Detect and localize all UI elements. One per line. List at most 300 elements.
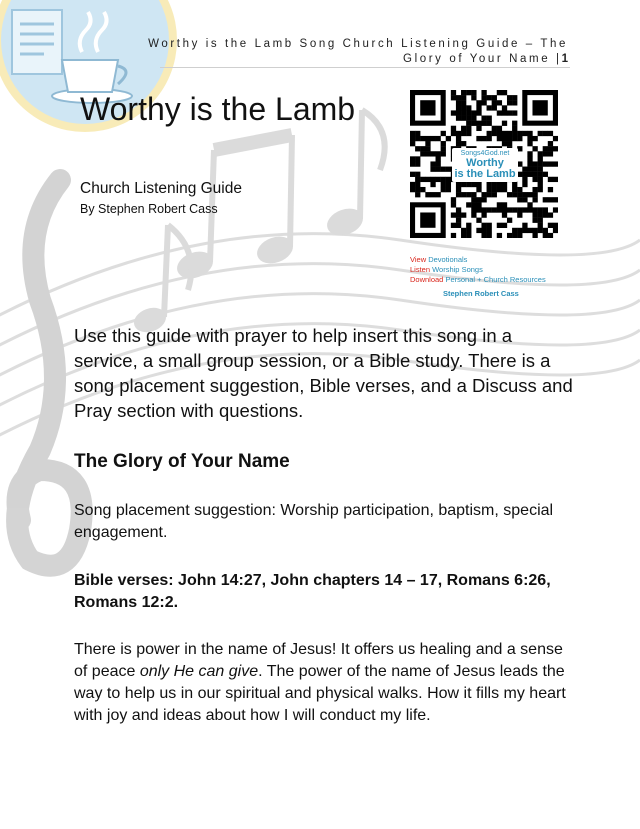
qr-module	[532, 192, 537, 197]
qr-module	[466, 90, 471, 95]
qr-module	[410, 156, 415, 161]
qr-module	[481, 197, 486, 202]
qr-module	[451, 233, 456, 238]
qr-module	[543, 228, 548, 233]
qr-module	[512, 136, 517, 141]
qr-module	[430, 182, 435, 187]
qr-module	[451, 126, 456, 131]
qr-module	[553, 197, 558, 202]
qr-module	[548, 146, 553, 151]
qr-module	[446, 187, 451, 192]
qr-module	[481, 95, 486, 100]
qr-module	[507, 110, 512, 115]
qr-module	[517, 233, 522, 238]
qr-module	[481, 121, 486, 126]
qr-module	[481, 207, 486, 212]
qr-module	[492, 131, 497, 136]
qr-module	[517, 207, 522, 212]
qr-module	[415, 146, 420, 151]
document-subtitle: Church Listening Guide	[80, 180, 242, 197]
qr-module	[466, 202, 471, 207]
qr-module	[512, 121, 517, 126]
qr-module	[502, 182, 507, 187]
qr-module	[502, 105, 507, 110]
qr-module	[481, 223, 486, 228]
qr-module	[461, 131, 466, 136]
qr-module	[487, 223, 492, 228]
qr-module	[512, 182, 517, 187]
promo-text: Worship Songs	[432, 265, 483, 274]
qr-module	[512, 192, 517, 197]
qr-module	[451, 212, 456, 217]
qr-module	[502, 90, 507, 95]
qr-module	[507, 95, 512, 100]
promo-verb: Download	[410, 275, 444, 284]
qr-module	[492, 207, 497, 212]
qr-module	[532, 177, 537, 182]
qr-module	[446, 136, 451, 141]
qr-module	[446, 182, 451, 187]
qr-module	[471, 207, 476, 212]
qr-module	[487, 95, 492, 100]
qr-module	[441, 167, 446, 172]
reflection-paragraph	[74, 639, 574, 727]
qr-module	[512, 126, 517, 131]
qr-module	[543, 151, 548, 156]
qr-module	[430, 161, 435, 166]
qr-module	[471, 90, 476, 95]
qr-module	[548, 161, 553, 166]
qr-module	[410, 182, 415, 187]
qr-module	[538, 172, 543, 177]
qr-module	[532, 233, 537, 238]
qr-module	[461, 228, 466, 233]
qr-module	[538, 156, 543, 161]
qr-module	[410, 131, 415, 136]
qr-module	[410, 141, 415, 146]
qr-module	[481, 136, 486, 141]
qr-module	[481, 90, 486, 95]
qr-module	[415, 182, 420, 187]
qr-module	[461, 126, 466, 131]
qr-module	[502, 212, 507, 217]
qr-module	[466, 223, 471, 228]
qr-module	[532, 207, 537, 212]
qr-module	[532, 161, 537, 166]
qr-module	[492, 126, 497, 131]
qr-module	[553, 161, 558, 166]
qr-module	[481, 233, 486, 238]
qr-module	[456, 192, 461, 197]
qr-module	[487, 121, 492, 126]
qr-module	[471, 197, 476, 202]
qr-module	[466, 105, 471, 110]
reflection-text-start: There is power in the name of Jesus! It offers us healing and a sense of peace	[74, 641, 563, 680]
qr-module	[451, 131, 456, 136]
qr-module	[456, 136, 461, 141]
qr-module	[456, 218, 461, 223]
qr-module	[430, 136, 435, 141]
qr-module	[487, 136, 492, 141]
qr-module	[527, 172, 532, 177]
qr-module	[553, 136, 558, 141]
qr-module	[548, 177, 553, 182]
qr-module	[461, 182, 466, 187]
bible-verses-paragraph: Bible verses: John 14:27, John chapters 14 – 17, Romans 6:26, Romans 12:2.	[74, 572, 551, 611]
qr-module	[425, 177, 430, 182]
header-divider	[160, 67, 570, 68]
qr-module	[553, 207, 558, 212]
qr-module	[527, 167, 532, 172]
qr-module	[425, 192, 430, 197]
qr-module	[497, 207, 502, 212]
qr-module	[548, 212, 553, 217]
qr-module	[522, 197, 527, 202]
qr-module	[487, 228, 492, 233]
qr-module	[451, 202, 456, 207]
qr-module	[476, 105, 481, 110]
promo-verb: View	[410, 255, 427, 264]
qr-module	[487, 116, 492, 121]
qr-module	[461, 141, 466, 146]
qr-module	[532, 136, 537, 141]
qr-module	[466, 110, 471, 115]
qr-module	[471, 116, 476, 121]
qr-module	[425, 151, 430, 156]
qr-module	[492, 105, 497, 110]
qr-module	[415, 187, 420, 192]
qr-module	[522, 223, 527, 228]
qr-module	[487, 105, 492, 110]
qr-module	[532, 172, 537, 177]
qr-module	[461, 233, 466, 238]
qr-module	[522, 182, 527, 187]
qr-module	[548, 187, 553, 192]
qr-module	[497, 90, 502, 95]
qr-module	[532, 146, 537, 151]
qr-module	[456, 131, 461, 136]
qr-module	[527, 228, 532, 233]
qr-module	[527, 202, 532, 207]
qr-module	[461, 116, 466, 121]
qr-module	[497, 202, 502, 207]
qr-module	[415, 192, 420, 197]
qr-module	[497, 223, 502, 228]
qr-module	[492, 192, 497, 197]
qr-module	[415, 161, 420, 166]
qr-module	[502, 131, 507, 136]
qr-module	[532, 228, 537, 233]
qr-module	[456, 95, 461, 100]
qr-module	[553, 177, 558, 182]
qr-module	[507, 100, 512, 105]
qr-module	[497, 100, 502, 105]
qr-module	[538, 177, 543, 182]
qr-module	[512, 110, 517, 115]
qr-module	[436, 177, 441, 182]
qr-module	[507, 131, 512, 136]
qr-module	[466, 121, 471, 126]
qr-module	[527, 161, 532, 166]
qr-module	[456, 187, 461, 192]
qr-module	[476, 228, 481, 233]
qr-module	[497, 233, 502, 238]
page-number: 1	[561, 53, 568, 65]
qr-module	[451, 223, 456, 228]
qr-module	[476, 110, 481, 115]
promo-author: Stephen Robert Cass	[443, 289, 519, 298]
promo-item-view	[410, 255, 546, 265]
qr-module	[466, 233, 471, 238]
qr-module	[410, 161, 415, 166]
qr-song-title-line1: Worthy	[466, 157, 504, 169]
qr-module	[420, 136, 425, 141]
qr-module	[476, 136, 481, 141]
qr-module	[538, 223, 543, 228]
qr-module	[441, 177, 446, 182]
qr-module	[446, 177, 451, 182]
qr-module	[538, 212, 543, 217]
qr-module	[517, 131, 522, 136]
qr-module	[456, 105, 461, 110]
qr-module	[527, 151, 532, 156]
qr-module	[420, 177, 425, 182]
promo-item-listen	[410, 265, 546, 275]
qr-module	[461, 192, 466, 197]
qr-module	[512, 228, 517, 233]
qr-module	[512, 95, 517, 100]
qr-site-url: Songs4God.net	[460, 150, 510, 157]
qr-module	[476, 197, 481, 202]
qr-module	[471, 182, 476, 187]
qr-module	[548, 197, 553, 202]
qr-module	[415, 131, 420, 136]
running-header-title: Worthy is the Lamb Song Church Listening Guide – The Glory of Your Name |	[148, 38, 568, 65]
intro-paragraph: Use this guide with prayer to help insert this song in a service, a small group session, or a Bible study. There is a song placement suggestion, Bible verses, and a Discuss and Pray section with questions.	[74, 325, 573, 421]
reflection-text-end: . The power of the name of Jesus leads the way to help us in our spiritual and physical walks. How it fills my heart with joy and ideas about how I will conduct my life.	[74, 663, 566, 724]
qr-module	[425, 136, 430, 141]
qr-finder-pattern	[420, 212, 435, 227]
qr-module	[441, 182, 446, 187]
qr-module	[415, 136, 420, 141]
qr-module	[471, 95, 476, 100]
qr-module	[502, 141, 507, 146]
qr-module	[527, 207, 532, 212]
qr-module	[497, 182, 502, 187]
section-heading: The Glory of Your Name	[74, 451, 290, 472]
qr-module	[441, 131, 446, 136]
promo-item-download	[410, 275, 546, 285]
qr-module	[456, 100, 461, 105]
qr-module	[497, 131, 502, 136]
qr-module	[502, 110, 507, 115]
qr-module	[543, 131, 548, 136]
qr-module	[471, 212, 476, 217]
qr-module	[466, 228, 471, 233]
qr-module	[461, 90, 466, 95]
qr-module	[456, 141, 461, 146]
qr-module	[471, 110, 476, 115]
qr-module	[507, 136, 512, 141]
qr-module	[476, 126, 481, 131]
qr-module	[487, 233, 492, 238]
qr-module	[487, 207, 492, 212]
qr-module	[461, 100, 466, 105]
qr-module	[502, 202, 507, 207]
qr-module	[527, 192, 532, 197]
qr-module	[543, 207, 548, 212]
qr-module	[430, 192, 435, 197]
qr-module	[441, 187, 446, 192]
qr-finder-pattern	[420, 100, 435, 115]
qr-module	[451, 90, 456, 95]
qr-module	[522, 177, 527, 182]
qr-module	[497, 110, 502, 115]
qr-module	[517, 136, 522, 141]
qr-module	[476, 202, 481, 207]
qr-module	[522, 131, 527, 136]
qr-module	[441, 146, 446, 151]
qr-module	[466, 131, 471, 136]
qr-module	[532, 197, 537, 202]
qr-module	[425, 146, 430, 151]
qr-module	[507, 141, 512, 146]
qr-module	[512, 100, 517, 105]
qr-module	[502, 136, 507, 141]
qr-module	[538, 182, 543, 187]
qr-module	[471, 121, 476, 126]
qr-label-box	[452, 148, 518, 182]
qr-module	[543, 172, 548, 177]
qr-module	[502, 223, 507, 228]
qr-module	[492, 182, 497, 187]
qr-module	[548, 141, 553, 146]
qr-module	[420, 187, 425, 192]
qr-module	[451, 110, 456, 115]
qr-module	[538, 151, 543, 156]
qr-module	[476, 121, 481, 126]
qr-module	[461, 105, 466, 110]
qr-module	[441, 141, 446, 146]
qr-module	[543, 161, 548, 166]
qr-module	[441, 151, 446, 156]
qr-module	[481, 192, 486, 197]
qr-module	[436, 192, 441, 197]
qr-module	[415, 177, 420, 182]
qr-module	[430, 167, 435, 172]
qr-module	[492, 100, 497, 105]
qr-module	[538, 187, 543, 192]
qr-finder-pattern	[532, 100, 547, 115]
running-header	[108, 37, 568, 67]
qr-module	[553, 228, 558, 233]
qr-module	[507, 233, 512, 238]
document-title: Worthy is the Lamb	[80, 91, 356, 127]
qr-module	[522, 207, 527, 212]
qr-module	[502, 121, 507, 126]
qr-module	[436, 167, 441, 172]
qr-module	[512, 207, 517, 212]
qr-module	[527, 156, 532, 161]
qr-module	[476, 182, 481, 187]
qr-module	[538, 167, 543, 172]
qr-module	[451, 197, 456, 202]
qr-module	[548, 223, 553, 228]
qr-module	[476, 218, 481, 223]
promo-list	[410, 255, 546, 285]
qr-module	[430, 151, 435, 156]
qr-module	[538, 161, 543, 166]
qr-module	[430, 177, 435, 182]
qr-module	[527, 136, 532, 141]
qr-module	[532, 212, 537, 217]
qr-module	[532, 167, 537, 172]
qr-module	[532, 187, 537, 192]
qr-module	[492, 187, 497, 192]
qr-module	[512, 233, 517, 238]
qr-module	[466, 182, 471, 187]
qr-module	[548, 131, 553, 136]
qr-module	[497, 187, 502, 192]
qr-module	[487, 192, 492, 197]
qr-module	[492, 95, 497, 100]
qr-module	[436, 156, 441, 161]
qr-module	[456, 116, 461, 121]
qr-module	[507, 218, 512, 223]
qr-module	[456, 223, 461, 228]
qr-module	[461, 212, 466, 217]
qr-module	[512, 187, 517, 192]
qr-module	[466, 126, 471, 131]
promo-text: Devotionals	[428, 255, 468, 264]
qr-module	[507, 192, 512, 197]
qr-module	[451, 95, 456, 100]
reflection-emphasis: only He can give	[139, 663, 259, 680]
qr-module	[517, 187, 522, 192]
qr-module	[507, 207, 512, 212]
qr-module	[517, 197, 522, 202]
qr-module	[420, 151, 425, 156]
qr-module	[527, 141, 532, 146]
qr-module	[436, 136, 441, 141]
qr-module	[543, 233, 548, 238]
qr-module	[543, 197, 548, 202]
qr-module	[532, 218, 537, 223]
qr-module	[456, 207, 461, 212]
qr-module	[481, 212, 486, 217]
qr-module	[487, 187, 492, 192]
qr-module	[420, 146, 425, 151]
qr-module	[553, 146, 558, 151]
qr-module	[522, 192, 527, 197]
qr-module	[436, 151, 441, 156]
qr-module	[543, 146, 548, 151]
qr-module	[456, 212, 461, 217]
qr-module	[481, 228, 486, 233]
qr-module	[497, 136, 502, 141]
promo-verb: Listen	[410, 265, 431, 274]
qr-module	[487, 131, 492, 136]
qr-module	[410, 187, 415, 192]
qr-module	[522, 172, 527, 177]
qr-module	[456, 110, 461, 115]
qr-song-title-line2: is the Lamb	[454, 168, 516, 180]
qr-module	[553, 223, 558, 228]
qr-module	[456, 182, 461, 187]
qr-module	[538, 207, 543, 212]
qr-module	[471, 202, 476, 207]
qr-module	[415, 156, 420, 161]
